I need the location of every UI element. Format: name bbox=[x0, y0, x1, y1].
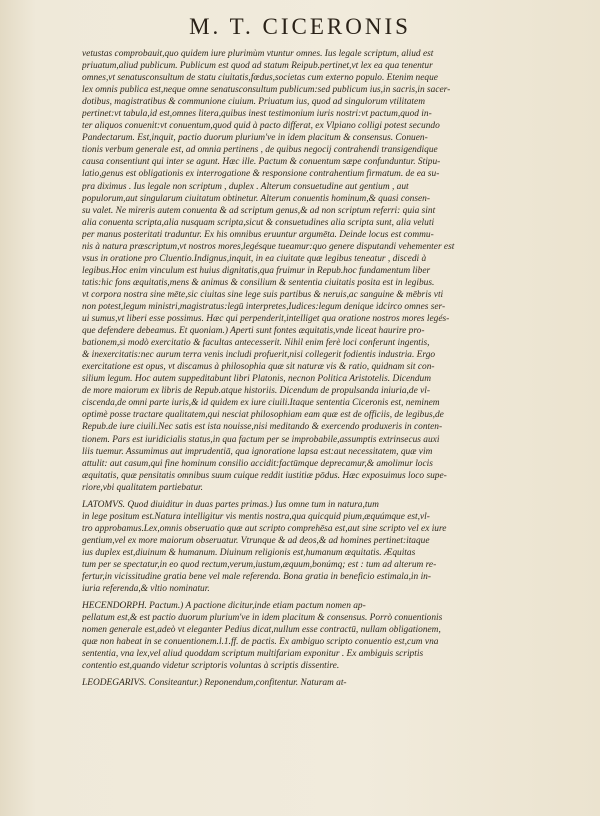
text-line: attulit: aut casum,qui fine hominum consilio accidit:factūmque deprecamur,& amolimur locis bbox=[82, 458, 433, 469]
text-line: per manus posteritati traduntur. Ex his omnibus eruuntur argumēta. Deinde locus est commu- bbox=[82, 229, 434, 240]
text-line: pertinet:vt tabula,id est,omnes litera,quibus inest testimonium iuris nostri:vt pactum,quod in- bbox=[82, 109, 432, 120]
running-head: M. T. CICERONIS bbox=[189, 14, 411, 39]
text-line: non potest,legum ministri,magistratus:legū interpretes,Iudices:legum denique idcirco omnes ser- bbox=[82, 301, 446, 312]
text-line: optimè posse tractare qualitatem,qui nesciat philosophiam eam quæ est de officiis, de legibus,de bbox=[82, 410, 444, 421]
text-line: Repub.de iure ciuili.Nec satis est ista nouisse,nisi meditando & exercendo produxeris in conten- bbox=[82, 422, 443, 433]
text-line: ui sumus,vt liberi esse possimus. Hæc qui perpenderit,intelliget qua oratione nostros mores legés- bbox=[82, 314, 450, 325]
text-line: que defendere debeamus. Et quoniam.) Aperti sunt fontes æquitatis,vnde liceat haurire pro- bbox=[82, 326, 425, 337]
text-line: populorum,aut singularum ciuitatum obtinetur. Alterum conuentis hominum,& quasi consen- bbox=[82, 193, 430, 204]
text-line: fertur,in vicissitudine gratia bene vel male referenda. Bona gratia in beneficio estimala,in in- bbox=[82, 572, 431, 583]
text-line: pellatum est,& est pactio duorum plurium've in idem placitum & consensus. Porrò conuentionis bbox=[82, 613, 443, 624]
text-line: omnes,vt senatusconsultum de statu ciuitatis,fœdus,societas cum externo populo. Etenim neque bbox=[82, 73, 438, 84]
text-line: tro approbamus.Lex,omnis obseruatio quæ aut scripto comprehēsa est,aut sine scripto vel ex iure bbox=[82, 523, 447, 534]
text-line: LATOMVS. Quod diuiditur in duas partes primas.) Ius omne tum in natura,tum bbox=[82, 499, 379, 510]
text-line: ius duplex est,diuinum & humanum. Diuinum religionis est,humanum æquitatis. Æquitas bbox=[82, 547, 416, 558]
text-line: de more maiorum ex libris de Repub.atque historiis. Dicendum de propulsanda iniuria,de vl- bbox=[82, 386, 430, 397]
text-line: legibus.Hoc enim vinculum est huius dignitatis,qua fruimur in Repub.hoc fundamentum liber bbox=[82, 265, 431, 276]
text-line: liis tuemur. Assumimus aut imprudentiā, qua ignoratione lapsa est:aut necessitatem, quæ vim bbox=[82, 446, 433, 457]
text-line: dotibus, magistratibus & communione ciuium. Priuatum ius, quod ad singulorum vtilitatem bbox=[82, 97, 425, 108]
text-line: exercitatione est opus, vt discamus à philosophia quæ sit naturæ vis & ratio, quidnam sit con- bbox=[82, 362, 435, 373]
text-line: LEODEGARIVS. Consiteantur.) Reponendum,confitentur. Naturam at- bbox=[82, 678, 347, 689]
text-line: pra diximus . Ius legale non scriptum , duplex . Alterum consuetudine aut gentium , aut bbox=[82, 181, 409, 192]
text-line: Pandectarum. Est,inquit, pactio duorum plurium've in idem placitum & consensus. Conuen- bbox=[82, 133, 428, 144]
text-line: HECENDORPH. Pactum.) A pactione dicitur,inde etiam pactum nomen ap- bbox=[82, 601, 366, 612]
text-line: tatis:hic fons æquitatis,mens & animus & consilium & sententia ciuitatis posita est in legibus. bbox=[82, 277, 435, 288]
text-line: tum per se spectatur,in eo quod rectum,verum,iustum,æquum,bonúmq; est : tum ad alterum re- bbox=[82, 559, 437, 570]
text-line: alia conuenta scripta,alia nusquam scripta,sicut & consuetudines alia scripta sunt, alia veluti bbox=[82, 217, 435, 228]
text-line: vt corpora nostra sine mēte,sic ciuitas sine lege suis partibus & neruis,ac sanguine & mēbris vti bbox=[82, 289, 444, 300]
text-line: silium legum. Hoc autem suppeditabunt libri Platonis, necnon Politica Aristotelis. Dicendum bbox=[82, 374, 432, 385]
text-line: vetustas comprobauit,quo quidem iure plurimùm vtuntur omnes. Ius legale scriptum, aliud est bbox=[82, 49, 434, 59]
text-line: ter aliquos conuenit:vt conuentum,quod quid à pacto differat, ex Vlpiano colligi potest secundo bbox=[82, 121, 440, 132]
text-line: iuria referenda,& vltio nominatur. bbox=[82, 584, 210, 595]
text-line: causa consentiunt qui inter se agunt. Hæc ille. Pactum & conuentum sæpe confunduntur. Stipu- bbox=[82, 157, 441, 168]
text-line: bationem,si modò exercitatio & facultas antecesserit. Nihil enim ferè loci conferunt ingentis, bbox=[82, 338, 430, 349]
page-text bbox=[82, 48, 584, 689]
text-line: tionem. Pars est iuridicialis status,in qua factum per se improbabile,assumptis extrinsecus auxi bbox=[82, 434, 440, 445]
text-line: gentium,vel ex more maiorum obseruatur. Vtrunque & ad deos,& ad homines pertinet:itaque bbox=[82, 535, 430, 546]
text-line: in lege positum est.Natura intelligitur vis mentis nostra,qua quicquid pium,æquúmque est,vl- bbox=[82, 511, 430, 522]
text-line: su valet. Ne mireris autem conuenta & ad scriptum genus,& ad non scriptum referri: quia sint bbox=[82, 205, 436, 216]
text-line: sententia, vna lex,vel aliud quoddam scriptum multifariam exponitur . Ex ambiguis scriptis bbox=[82, 649, 424, 660]
text-line: nis à natura præscriptum,vt nostros mores,legésque tueamur:quo genere disputandi vehementer est bbox=[82, 241, 455, 252]
text-line: riore,vbi qualitatem partiebatur. bbox=[82, 482, 203, 493]
text-line: priuatum,aliud publicum. Publicum est quod ad statum Reipub.pertinet,vt lex ea qua tenentur bbox=[82, 61, 433, 72]
text-line: lex omnis publica est,neque omne senatusconsultum publicum:sed publicum ius,in sacris,in sacer- bbox=[82, 85, 451, 96]
text-line: tionis verbum generale est, ad omnia pertinens , de quibus negocij contrahendi transigendique bbox=[82, 145, 438, 156]
text-line: ciscenda,de omni parte iuris,& id quidem ex iure ciuili.Itaque sententia Ciceronis est, neminem bbox=[82, 398, 440, 409]
text-line: nomen generale est,adeò vt eleganter Pedius dicat,nullum esse contractū, nullam obligationem, bbox=[82, 625, 441, 636]
text-line: quæ non habeat in se conuentionem.l.1.ff. de pactis. Ex ambiguo scripto conuentio est,cum vna bbox=[82, 637, 439, 648]
text-line: vsus in oratione pro Cluentio.Indignus,inquit, in ea ciuitate quæ legibus teneatur , discedi à bbox=[82, 253, 427, 264]
text-line: æquitatis, quæ pensitatis omnibus suum cuique reddit iustitiæ pōdus. Hæc exposuimus loco supe- bbox=[82, 470, 447, 481]
text-line: contentio est,quando videtur scriptoris voluntas à scriptis dissentire. bbox=[82, 661, 340, 672]
text-line: latio,genus est obligationis ex interrogatione & responsione contrahentium firmatum. de ea su- bbox=[82, 169, 440, 180]
text-line: & inexercitatis:nec aurum terra venis includi profuerit,nisi collegerit fodientis industria. Ergo bbox=[82, 350, 436, 361]
